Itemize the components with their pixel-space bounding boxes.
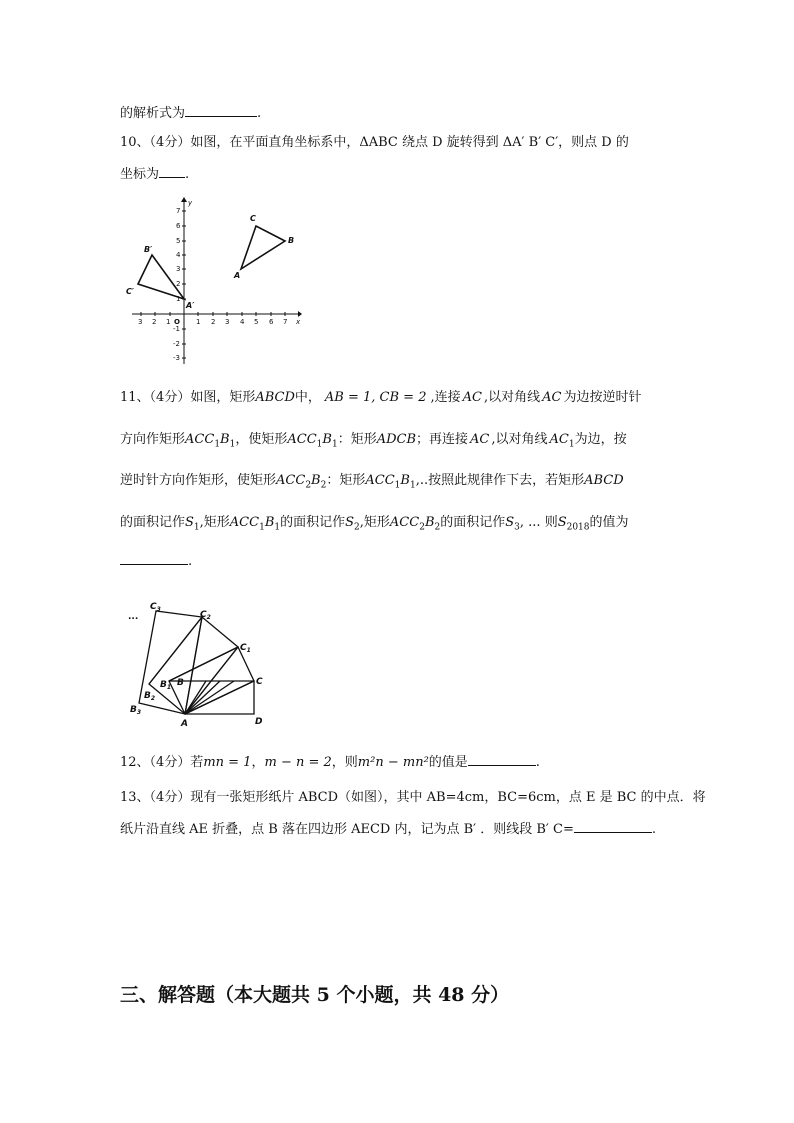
subscript: 1 — [409, 480, 416, 491]
subscript: 1 — [229, 439, 236, 450]
text: 的面积记作 — [120, 515, 186, 530]
q11-line-3: 逆时针方向作矩形，使矩形$ACC_2B_2$：矩形$ACC_1B_1$,..按照此规律作下去，若矩形ABCD — [120, 473, 624, 491]
triangle-abc — [241, 226, 285, 269]
q10-line-2 — [120, 165, 189, 184]
subscript: 2 — [419, 522, 425, 533]
point-label-a: A — [234, 271, 241, 280]
math-ac: AC — [462, 390, 482, 405]
label-b3 — [130, 705, 141, 716]
math-mn: mn = 1 — [203, 755, 252, 770]
label-c1-sub: 1 — [246, 647, 251, 654]
math-expression: m²n − mn² — [357, 755, 429, 770]
label-c3-letter: C — [150, 602, 157, 612]
y-tick-label: 7 — [176, 207, 181, 215]
math-abcd: ABCD — [255, 390, 295, 405]
subscript: 1 — [214, 439, 221, 450]
text: 的面积记作 — [280, 515, 346, 530]
triangle-a1b1c1 — [138, 255, 184, 299]
math-s1: S — [185, 515, 194, 530]
text: ,矩形 — [359, 515, 390, 530]
y-tick-label: 6 — [176, 222, 181, 230]
x-tick-label: 4 — [240, 318, 245, 326]
math-acc1b1: ACC — [185, 432, 215, 447]
text: ,..按照此规律作下去，若矩形 — [415, 473, 585, 488]
q10-line-1: 10、（4分）如图，在平面直角坐标系中，ΔABC 绕点 D 旋转得到 ΔA′ B′ C′，则点 D 的 — [120, 135, 629, 150]
text: ，则 — [331, 755, 358, 770]
q11-line-1 — [120, 389, 641, 407]
x-axis-label: x — [296, 318, 301, 326]
subscript: 1 — [259, 522, 265, 533]
text: 纸片沿直线 AE 折叠，点 B 落在四边形 AECD 内，记为点 B′ ．则线段 B′ C= — [120, 822, 574, 837]
text: ：矩形 — [326, 473, 366, 488]
math-adcb: ADCB — [376, 432, 417, 447]
label-b2-letter: B — [144, 691, 151, 701]
text: ,以对角线 — [491, 432, 548, 447]
label-c1-letter: C — [240, 643, 247, 653]
y-tick-label: 3 — [176, 265, 181, 273]
subscript: 1 — [394, 480, 401, 491]
text: ：矩形 — [337, 432, 377, 447]
y-tick-label: -2 — [173, 340, 180, 348]
x-tick-label: 2 — [152, 318, 157, 326]
subscript: 1 — [274, 522, 281, 533]
q9-tail-line — [120, 104, 261, 123]
period: . — [188, 554, 193, 569]
math-ac1: AC — [549, 432, 569, 447]
text: 为边，按 — [574, 432, 627, 447]
math-s2018: S — [557, 515, 567, 530]
point-label-c-prime: C′ — [126, 287, 134, 296]
subscript: 2 — [354, 522, 360, 533]
period: . — [185, 167, 190, 182]
x-tick-label: 5 — [254, 318, 259, 326]
subscript: 2 — [320, 480, 327, 491]
subscript: 2018 — [566, 522, 590, 533]
math-ab-cb: AB = 1, CB = 2 — [324, 390, 427, 405]
y-tick-label: -3 — [173, 354, 180, 362]
label-c1 — [240, 643, 251, 654]
y-axis-label: y — [188, 199, 193, 207]
x-tick-label: 6 — [269, 318, 274, 326]
subscript: 2 — [434, 522, 441, 533]
math-m-minus-n: m − n = 2 — [264, 755, 332, 770]
answer-blank — [185, 104, 257, 117]
point-label-b: B — [288, 236, 295, 245]
q13-line-2 — [120, 820, 656, 839]
math-s3: S — [505, 515, 515, 530]
q12-line — [120, 753, 540, 772]
subscript: 1 — [331, 439, 338, 450]
q9-tail-text: 的解析式为 — [120, 106, 186, 121]
math-ac: AC — [542, 390, 562, 405]
x-tick-label: 1 — [166, 318, 171, 326]
text: ,以对角线 — [483, 390, 541, 405]
point-label-a-prime: A′ — [186, 301, 195, 310]
label-d: D — [255, 717, 263, 727]
y-tick-label: 2 — [176, 280, 181, 288]
label-b1-letter: B — [160, 680, 167, 690]
point-label-b-prime: B′ — [144, 245, 153, 254]
text: 的值为 — [589, 515, 629, 530]
label-c: C — [256, 677, 263, 687]
q13-line-1: 13、（4分）现有一张矩形纸片 ABCD（如图），其中 AB=4cm，BC=6cm，点 E 是 BC 的中点．将 — [120, 790, 706, 805]
period: . — [257, 106, 262, 121]
y-tick-label: 5 — [176, 237, 181, 245]
text: ，使矩形 — [235, 432, 288, 447]
answer-blank — [120, 552, 188, 565]
rectangles-figure — [124, 595, 284, 730]
label-b3-letter: B — [130, 705, 137, 715]
x-tick-label: 7 — [283, 318, 288, 326]
text: ,连接 — [430, 390, 461, 405]
y-tick-label: 1 — [176, 295, 181, 303]
label-c2-sub: 2 — [206, 614, 211, 621]
label-b3-sub: 3 — [136, 709, 142, 716]
label-c2-letter: C — [200, 610, 207, 620]
text: 逆时针方向作矩形，使矩形 — [120, 473, 277, 488]
x-tick-label: 2 — [211, 318, 216, 326]
label-c2 — [200, 610, 211, 621]
label-a: A — [181, 719, 188, 729]
math-s2: S — [345, 515, 355, 530]
q11-answer-line — [120, 552, 192, 571]
subscript: 2 — [305, 480, 312, 491]
subscript: 1 — [568, 439, 575, 450]
math-acc2b2: ACC — [389, 515, 420, 530]
q11-line-2: 方向作矩形$ACC_1B_1$，使矩形$ACC_1B_1$：矩形ADCB；再连接 AC ,以对角线 $AC_1$为边，按 — [120, 432, 627, 450]
y-axis-arrow — [181, 197, 187, 202]
text: ；再连接 — [416, 432, 469, 447]
text: 的值是 — [428, 755, 468, 770]
ellipsis-label: ... — [128, 612, 139, 622]
text: 为边按逆时针 — [563, 390, 642, 405]
answer-blank — [574, 820, 652, 833]
x-tick-label: 3 — [138, 318, 143, 326]
label-b1-sub: 1 — [166, 684, 172, 691]
y-tick-label: -1 — [173, 325, 180, 333]
label-c3 — [150, 602, 161, 613]
coordinate-figure — [124, 196, 304, 368]
answer-blank — [468, 753, 536, 766]
text: , ... 则 — [519, 515, 558, 530]
math-abcd: ABCD — [584, 473, 624, 488]
text: 12、（4分）若 — [120, 755, 204, 770]
y-tick-label: 4 — [176, 251, 181, 259]
period: . — [651, 822, 656, 837]
x-tick-label: 3 — [225, 318, 230, 326]
period: . — [535, 755, 540, 770]
subscript: 1 — [193, 522, 200, 533]
x-axis-arrow — [298, 311, 302, 317]
math-acc2b2: ACC — [276, 473, 306, 488]
text: 11、（4分）如图，矩形 — [120, 390, 256, 405]
label-c3-sub: 3 — [156, 606, 161, 613]
text: 方向作矩形 — [120, 432, 186, 447]
x-tick-label: 1 — [196, 318, 201, 326]
math-acc1b1: ACC — [365, 473, 395, 488]
section-heading: 三、解答题（本大题共 5 个小题，共 48 分） — [120, 984, 510, 1006]
text: ， — [251, 755, 265, 770]
text: ,矩形 — [199, 515, 230, 530]
subscript: 1 — [316, 439, 323, 450]
text: 的面积记作 — [440, 515, 506, 530]
subscript: 3 — [514, 522, 520, 533]
label-b: B — [177, 678, 184, 688]
answer-blank — [159, 165, 185, 178]
label-b2 — [144, 691, 155, 702]
math-acc1b1: ACC — [287, 432, 317, 447]
point-label-c: C — [250, 214, 256, 223]
label-b2-sub: 2 — [150, 695, 156, 702]
origin-label: O — [174, 318, 180, 326]
math-ac: AC — [470, 432, 490, 447]
math-acc1b1: ACC — [229, 515, 260, 530]
q11-line-4: 的面积记作$S_1$,矩形$ACC_1B_1$的面积记作$S_2$,矩形$ACC_2B_2$的面积记作$S_3$, ... 则$S_{2018}$的值为 — [120, 515, 629, 533]
q10-line-2-text: 坐标为 — [120, 167, 160, 182]
text: 中， — [294, 390, 321, 405]
